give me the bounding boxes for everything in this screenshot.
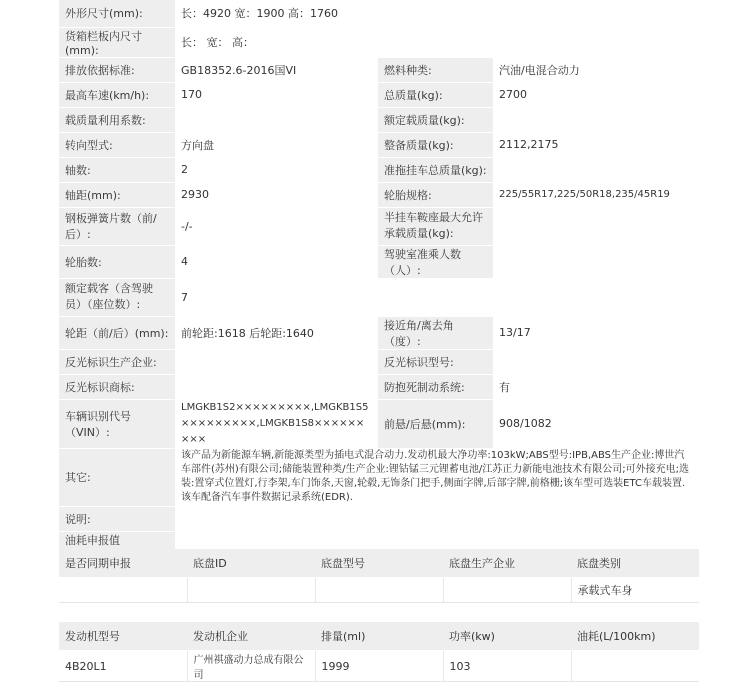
engine-header-consumption: 油耗(L/100km)	[571, 622, 699, 651]
table-row	[59, 278, 699, 316]
spec-label-angles: 接近角/离去角（度）:	[378, 316, 493, 349]
spec-label-load-factor: 载质量利用系数:	[59, 107, 175, 132]
engine-header-power: 功率(kw)	[443, 622, 571, 651]
spec-value-abs: 有	[493, 374, 699, 399]
chassis-cell-maker	[443, 578, 571, 603]
spec-value-passengers: 7	[175, 278, 699, 316]
spec-value-other: 该产品为新能源车辆,新能源类型为插电式混合动力.发动机最大净功率:103kW;ABS型号:IPB,ABS生产企业:博世汽车部件(苏州)有限公司;储能装置种类/生产企业:锂钴锰三元锂蓄电池/江苏正力新能电池技术有限公司;可外接充电;选装:置穿式位置灯,行李架,车门饰条,天窗,轮毂,无饰条门把手,侧面字牌,后部字牌,前格栅;该车型可选装ETC车载装置.该车配备汽车事件数据记录系统(EDR).	[175, 448, 699, 506]
chassis-cell-type: 承载式车身	[571, 578, 699, 603]
spec-label-notes: 说明:	[59, 506, 175, 531]
spec-value-emission: GB18352.6-2016国VI	[175, 57, 378, 82]
chassis-header-id: 底盘ID	[187, 549, 315, 578]
spec-label-fuel-consumption: 油耗申报值	[59, 531, 175, 561]
spec-value-reflector-brand	[175, 374, 378, 399]
spec-label-track: 轮距（前/后）(mm):	[59, 316, 175, 349]
spec-label-leaf-springs: 钢板弹簧片数（前/后）:	[59, 207, 175, 245]
spec-value-leaf-springs: -/-	[175, 207, 378, 245]
spec-value-notes	[175, 506, 699, 531]
table-row	[59, 448, 699, 506]
spec-label-reflector-brand: 反光标识商标:	[59, 374, 175, 399]
table-row	[59, 316, 699, 349]
table-row	[59, 578, 699, 603]
spec-value-tire-count: 4	[175, 245, 378, 278]
spec-label-reflector-model: 反光标识型号:	[378, 349, 493, 374]
chassis-header-maker: 底盘生产企业	[443, 549, 571, 578]
spec-value-axles: 2	[175, 157, 378, 182]
table-row	[59, 374, 699, 399]
spec-value-steering: 方向盘	[175, 132, 378, 157]
engine-cell-maker: 广州祺盛动力总成有限公司	[187, 651, 315, 682]
spec-label-vin: 车辆识别代号（VIN）:	[59, 399, 175, 448]
spec-label-tire-count: 轮胎数:	[59, 245, 175, 278]
engine-header-displacement: 排量(ml)	[315, 622, 443, 651]
table-row	[59, 399, 699, 448]
engine-cell-power: 103	[443, 651, 571, 682]
spec-value-angles: 13/17	[493, 316, 699, 349]
chassis-cell-id	[187, 578, 315, 603]
chassis-cell-concurrent	[59, 578, 187, 603]
spec-value-dimensions: 长：4920 宽：1900 高：1760	[175, 0, 699, 27]
spec-value-trailer-mass	[493, 157, 699, 182]
spec-value-wheelbase: 2930	[175, 182, 378, 207]
spec-value-reflector-model	[493, 349, 699, 374]
spec-label-overhang: 前悬/后悬(mm):	[378, 399, 493, 448]
spec-label-dimensions: 外形尺寸(mm):	[59, 0, 175, 27]
chassis-table	[59, 549, 699, 603]
table-row	[59, 0, 699, 27]
table-row	[59, 132, 699, 157]
spec-label-axles: 轴数:	[59, 157, 175, 182]
spec-label-emission: 排放依据标准:	[59, 57, 175, 82]
table-row	[59, 57, 699, 82]
engine-header-model: 发动机型号	[59, 622, 187, 651]
chassis-header-model: 底盘型号	[315, 549, 443, 578]
spec-label-steering: 转向型式:	[59, 132, 175, 157]
table-header-row	[59, 622, 699, 651]
spec-value-curb-mass: 2112,2175	[493, 132, 699, 157]
spec-value-total-mass: 2700	[493, 82, 699, 107]
spec-label-fuel: 燃料种类:	[378, 57, 493, 82]
table-row	[59, 107, 699, 132]
spec-label-cargo-box: 货箱栏板内尺寸(mm):	[59, 27, 175, 57]
engine-cell-displacement: 1999	[315, 651, 443, 682]
spec-label-fifth-wheel: 半挂车鞍座最大允许承载质量(kg):	[378, 207, 493, 245]
engine-header-maker: 发动机企业	[187, 622, 315, 651]
chassis-cell-model	[315, 578, 443, 603]
spec-label-tire-spec: 轮胎规格:	[378, 182, 493, 207]
table-row	[59, 27, 699, 57]
table-row	[59, 349, 699, 374]
spec-value-vin: LMGKB1S2×××××××××,LMGKB1S5×××××××××,LMGKB1S8×××××××××	[175, 399, 378, 448]
spec-value-load-factor	[175, 107, 378, 132]
spec-value-rated-load	[493, 107, 699, 132]
engine-cell-model: 4B20L1	[59, 651, 187, 682]
spec-value-fifth-wheel	[493, 207, 699, 245]
spec-label-trailer-mass: 准拖挂车总质量(kg):	[378, 157, 493, 182]
spec-label-max-speed: 最高车速(km/h):	[59, 82, 175, 107]
spec-label-cab-seats: 驾驶室准乘人数（人）:	[378, 245, 493, 278]
spec-label-wheelbase: 轴距(mm):	[59, 182, 175, 207]
spec-label-reflector-maker: 反光标识生产企业:	[59, 349, 175, 374]
chassis-header-type: 底盘类别	[571, 549, 699, 578]
spec-value-max-speed: 170	[175, 82, 378, 107]
table-header-row	[59, 549, 699, 578]
table-row	[59, 207, 699, 245]
table-row	[59, 245, 699, 278]
table-row	[59, 82, 699, 107]
spec-value-cargo-box: 长： 宽： 高：	[175, 27, 699, 57]
spec-label-passengers: 额定载客（含驾驶员）（座位数）:	[59, 278, 175, 316]
spec-label-rated-load: 额定载质量(kg):	[378, 107, 493, 132]
vehicle-spec-table	[59, 0, 699, 562]
spec-label-abs: 防抱死制动系统:	[378, 374, 493, 399]
engine-table	[59, 622, 699, 682]
spec-value-reflector-maker	[175, 349, 378, 374]
spec-value-cab-seats	[493, 245, 699, 278]
spec-label-curb-mass: 整备质量(kg):	[378, 132, 493, 157]
table-row	[59, 182, 699, 207]
spec-value-overhang: 908/1082	[493, 399, 699, 448]
spec-label-total-mass: 总质量(kg):	[378, 82, 493, 107]
chassis-header-concurrent: 是否同期申报	[59, 549, 187, 578]
spec-label-other: 其它:	[59, 448, 175, 506]
spec-value-track: 前轮距:1618 后轮距:1640	[175, 316, 378, 349]
spec-value-tire-spec: 225/55R17,225/50R18,235/45R19	[493, 182, 699, 207]
table-row	[59, 157, 699, 182]
spec-value-fuel: 汽油/电混合动力	[493, 57, 699, 82]
table-row	[59, 506, 699, 531]
